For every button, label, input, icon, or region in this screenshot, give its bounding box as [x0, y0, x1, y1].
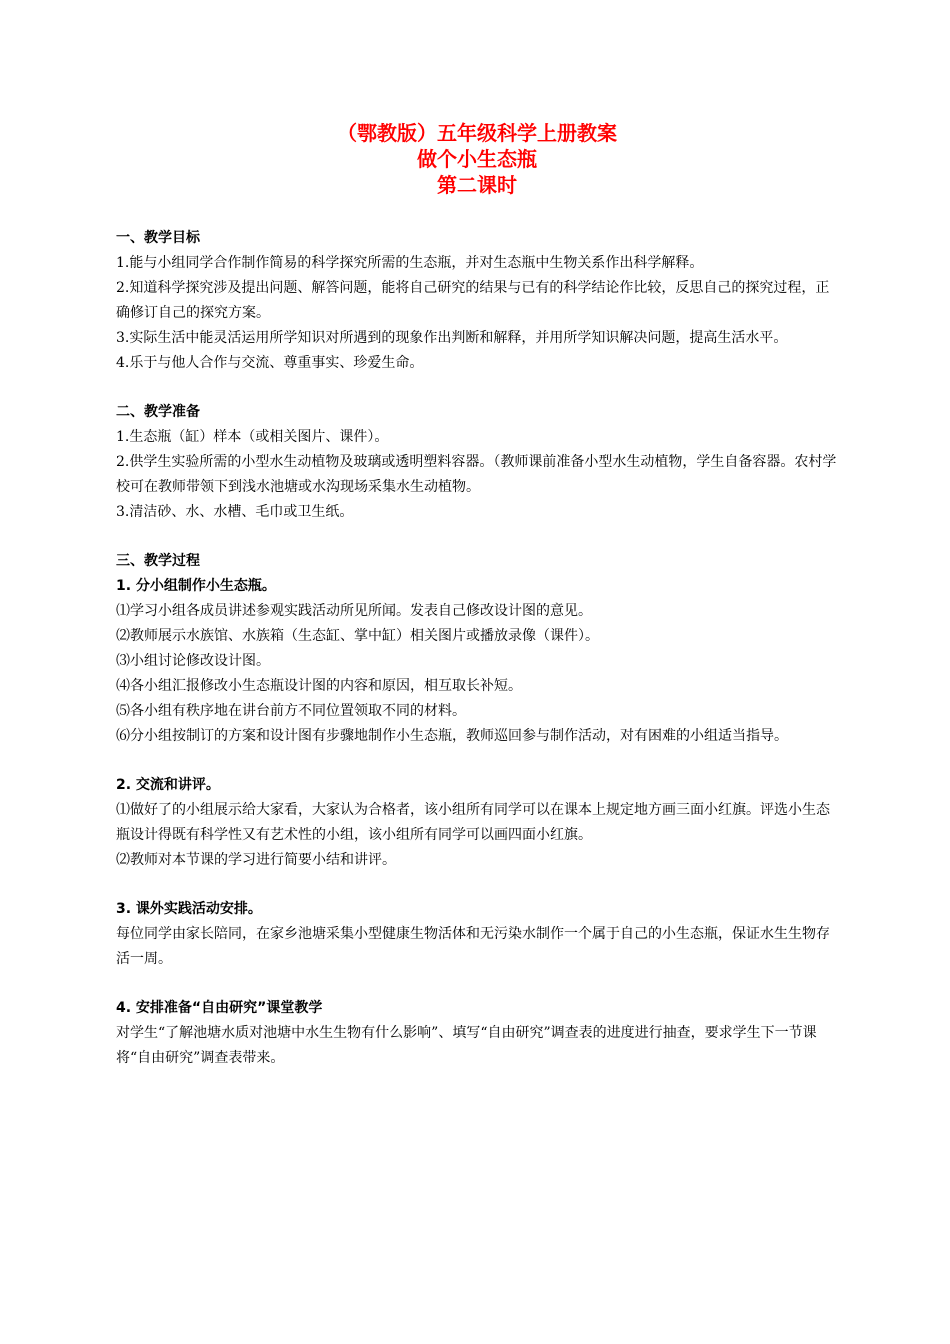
section-process — [116, 549, 838, 1071]
step-title: 2. 交流和讲评。 — [116, 777, 220, 793]
step-item: 对学生“了解池塘水质对池塘中水生生物有什么影响”、填写“自由研究”调查表的进度进行抽查，要求学生下一节课将“自由研究”调查表带来。 — [116, 1025, 817, 1066]
step-item: ⑴做好了的小组展示给大家看，大家认为合格者，该小组所有同学可以在课本上规定地方画三面小红旗。评选小生态瓶设计得既有科学性又有艺术性的小组，该小组所有同学可以画四面小红旗。 — [116, 802, 830, 843]
step-item: ⑶小组讨论修改设计图。 — [116, 653, 270, 669]
document-page — [116, 120, 838, 1095]
objective-item: 3.实际生活中能灵活运用所学知识对所遇到的现象作出判断和解释，并用所学知识解决问题，提高生活水平。 — [116, 330, 788, 346]
title-line-3: 第二课时 — [437, 173, 517, 197]
preparation-item: 1.生态瓶（缸）样本（或相关图片、课件）。 — [116, 429, 389, 445]
step-item: ⑵教师对本节课的学习进行简要小结和讲评。 — [116, 852, 396, 868]
objective-item: 4.乐于与他人合作与交流、尊重事实、珍爱生命。 — [116, 355, 424, 371]
section-heading: 三、教学过程 — [116, 553, 200, 569]
step-title: 3. 课外实践活动安排。 — [116, 901, 262, 917]
section-objectives — [116, 226, 838, 376]
process-step — [116, 996, 838, 1071]
process-step — [116, 574, 838, 749]
preparation-item: 3.清洁砂、水、水槽、毛巾或卫生纸。 — [116, 504, 354, 520]
section-heading: 二、教学准备 — [116, 404, 200, 420]
document-title — [116, 120, 838, 198]
objective-item: 1.能与小组同学合作制作简易的科学探究所需的生态瓶，并对生态瓶中生物关系作出科学解释。 — [116, 255, 704, 271]
process-step — [116, 773, 838, 873]
process-step — [116, 897, 838, 972]
section-preparation — [116, 400, 838, 525]
title-line-1: （鄂教版）五年级科学上册教案 — [337, 121, 617, 145]
preparation-item: 2.供学生实验所需的小型水生动植物及玻璃或透明塑料容器。（教师课前准备小型水生动植物，学生自备容器。农村学校可在教师带领下到浅水池塘或水沟现场采集水生动植物。 — [116, 454, 837, 495]
step-item: ⑹分小组按制订的方案和设计图有步骤地制作小生态瓶，教师巡回参与制作活动，对有困难的小组适当指导。 — [116, 728, 788, 744]
step-item: ⑴学习小组各成员讲述参观实践活动所见所闻。发表自己修改设计图的意见。 — [116, 603, 592, 619]
step-item: 每位同学由家长陪同，在家乡池塘采集小型健康生物活体和无污染水制作一个属于自己的小生态瓶，保证水生生物存活一周。 — [116, 926, 830, 967]
section-heading: 一、教学目标 — [116, 230, 200, 246]
step-title: 4. 安排准备“自由研究”课堂教学 — [116, 1000, 323, 1016]
step-item: ⑸各小组有秩序地在讲台前方不同位置领取不同的材料。 — [116, 703, 466, 719]
title-line-2: 做个小生态瓶 — [417, 147, 537, 171]
step-item: ⑷各小组汇报修改小生态瓶设计图的内容和原因，相互取长补短。 — [116, 678, 522, 694]
objective-item: 2.知道科学探究涉及提出问题、解答问题，能将自己研究的结果与已有的科学结论作比较，反思自己的探究过程，正确修订自己的探究方案。 — [116, 280, 830, 321]
step-title: 1. 分小组制作小生态瓶。 — [116, 578, 276, 594]
step-item: ⑵教师展示水族馆、水族箱（生态缸、掌中缸）相关图片或播放录像（课件）。 — [116, 628, 599, 644]
